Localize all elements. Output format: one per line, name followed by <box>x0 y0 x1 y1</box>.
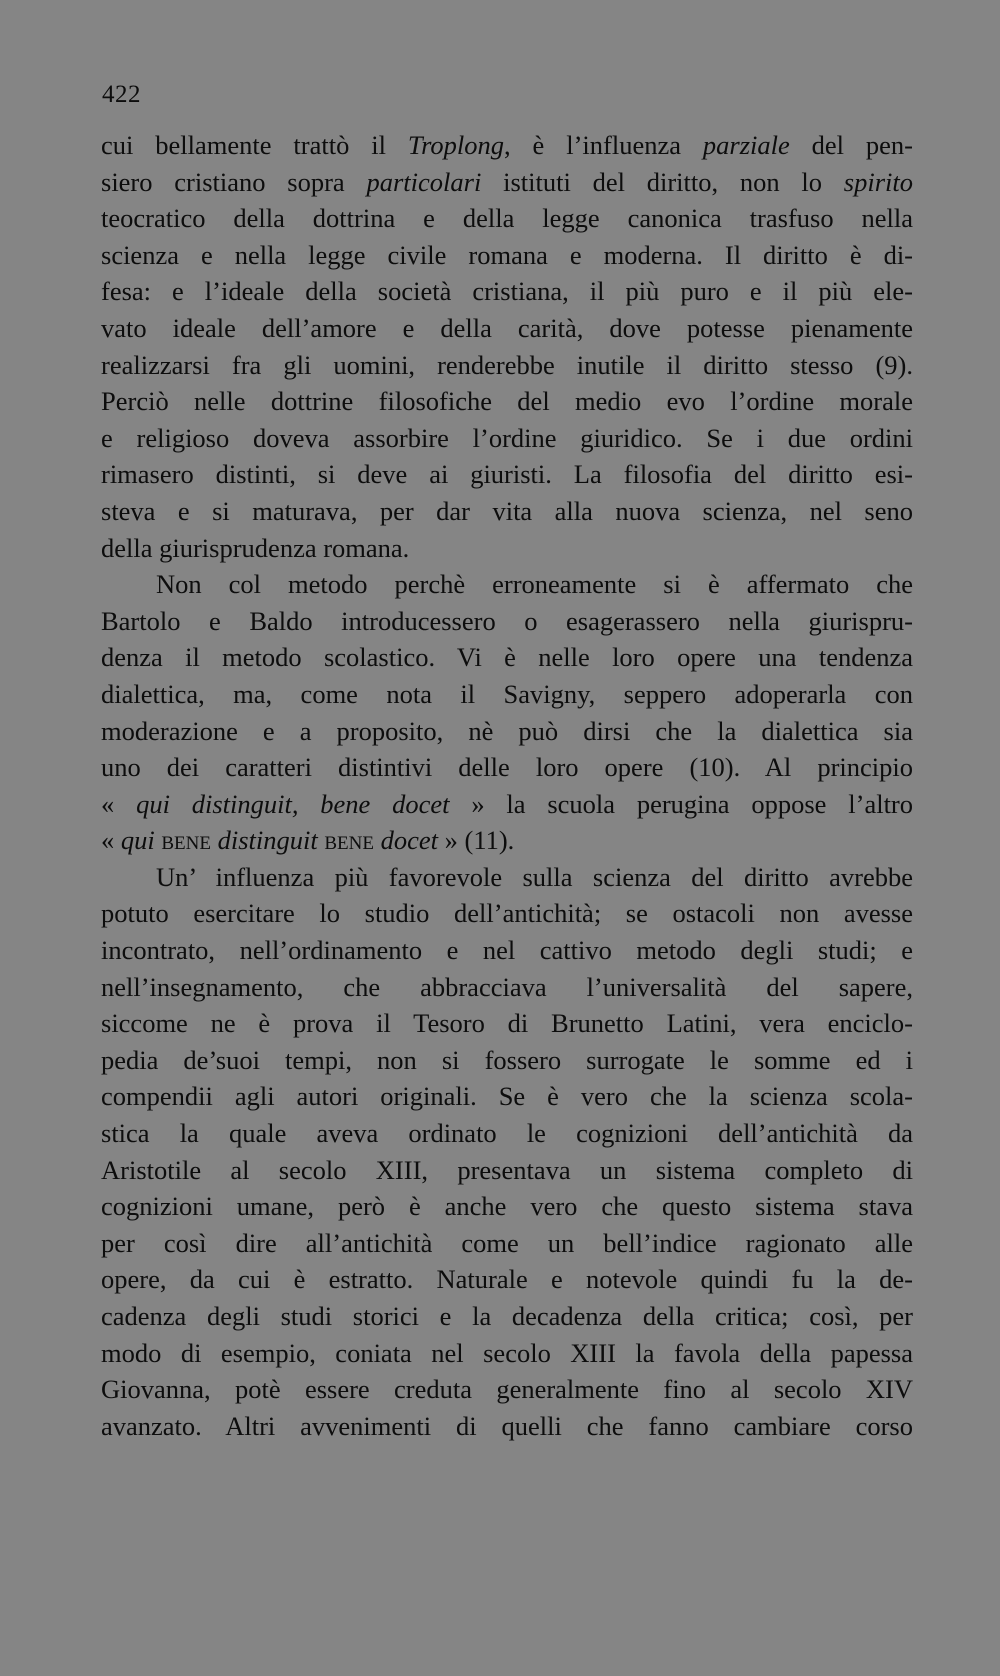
italic-span: qui distinguit, bene docet <box>136 788 450 819</box>
text-line: siccome ne è prova il Tesoro di Brunetto Latini, vera enciclo- <box>101 1008 913 1039</box>
text-line: Giovanna, potè essere creduta generalmente fino al secolo XIV <box>101 1374 913 1405</box>
text-span: » la scuola perugina oppose l’altro <box>449 788 914 819</box>
text-line: avanzato. Altri avvenimenti di quelli che fanno cambiare corso <box>101 1410 913 1441</box>
text-span: , è l’influenza <box>504 130 703 160</box>
text-line: rimasero distinti, si deve ai giuristi. La filosofia del diritto esi- <box>101 459 913 490</box>
text-span <box>374 825 381 855</box>
text-line: stica la quale aveva ordinato le cognizioni dell’antichità da <box>101 1118 913 1149</box>
italic-span: parziale <box>702 130 790 160</box>
body-text <box>101 127 913 1444</box>
text-line: moderazione e a proposito, nè può dirsi che la dialettica sia <box>101 715 913 746</box>
text-line <box>101 164 913 201</box>
italic-span: docet <box>380 825 438 856</box>
text-line: modo di esempio, coniata nel secolo XIII la favola della papessa <box>101 1337 913 1368</box>
text-line: potuto esercitare lo studio dell’antichità; se ostacoli non avesse <box>101 898 913 929</box>
page-number: 422 <box>102 81 141 108</box>
text-line <box>101 127 913 164</box>
text-line: fesa: e l’ideale della società cristiana, il più puro e il più ele- <box>101 276 913 307</box>
text-line: vato ideale dell’amore e della carità, dove potesse pienamente <box>101 312 913 343</box>
text-line: compendii agli autori originali. Se è vero che la scienza scola- <box>101 1081 913 1112</box>
text-span: del pen- <box>789 130 913 160</box>
italic-span: Troplong <box>407 130 505 160</box>
text-span: cui bellamente trattò il <box>101 130 408 160</box>
text-line: nell’insegnamento, che abbracciava l’universalità del sapere, <box>101 971 913 1002</box>
text-line: teocratico della dottrina e della legge canonica trasfuso nella <box>101 203 913 234</box>
text-line <box>101 786 913 823</box>
text-span <box>211 825 218 855</box>
italic-span: distinguit <box>217 825 318 856</box>
text-span: siero cristiano sopra <box>101 166 367 197</box>
text-line: steva e si maturava, per dar vita alla nuova scienza, nel seno <box>101 495 913 526</box>
text-line: uno dei caratteri distintivi delle loro opere (10). Al principio <box>101 752 913 783</box>
text-line: scienza e nella legge civile romana e moderna. Il diritto è di- <box>101 239 913 270</box>
text-line: per così dire all’antichità come un bell’indice ragionato alle <box>101 1227 913 1258</box>
text-span: « <box>101 825 121 856</box>
text-line: dialettica, ma, come nota il Savigny, seppero adoperarla con <box>101 678 913 709</box>
italic-span: qui <box>120 825 155 856</box>
text-line: Un’ influenza più favorevole sulla scienza del diritto avrebbe <box>156 861 913 892</box>
text-line: realizzarsi fra gli uomini, renderebbe inutile il diritto stesso (9). <box>101 349 913 380</box>
text-span: istituti del diritto, non lo <box>481 166 844 197</box>
text-line: Perciò nelle dottrine filosofiche del medio evo l’ordine morale <box>101 386 913 417</box>
text-line: cognizioni umane, però è anche vero che questo sistema stava <box>101 1191 913 1222</box>
text-line: della giurisprudenza romana. <box>101 532 410 563</box>
text-span: » (11). <box>438 825 515 856</box>
italic-span: particolari <box>366 166 482 197</box>
text-line: Non col metodo perchè erroneamente si è affermato che <box>156 569 913 600</box>
text-line: opere, da cui è estratto. Naturale e notevole quindi fu la de- <box>101 1264 913 1295</box>
text-span: « <box>101 788 137 819</box>
italic-span: spirito <box>843 166 913 197</box>
text-line: e religioso doveva assorbire l’ordine giuridico. Se i due ordini <box>101 422 913 453</box>
text-line: pedia de’suoi tempi, non si fossero surrogate le somme ed i <box>101 1044 913 1075</box>
small-caps-span: bene <box>161 825 211 856</box>
text-line: incontrato, nell’ordinamento e nel cattivo metodo degli studi; e <box>101 935 913 966</box>
text-line: Aristotile al secolo XIII, presentava un sistema completo di <box>101 1154 913 1185</box>
text-line: denza il metodo scolastico. Vi è nelle loro opere una tendenza <box>101 642 913 673</box>
text-line: Bartolo e Baldo introducessero o esagerassero nella giurispru- <box>101 605 913 636</box>
text-line <box>101 822 913 859</box>
small-caps-span: bene <box>324 825 374 856</box>
text-line: cadenza degli studi storici e la decadenza della critica; così, per <box>101 1301 913 1331</box>
